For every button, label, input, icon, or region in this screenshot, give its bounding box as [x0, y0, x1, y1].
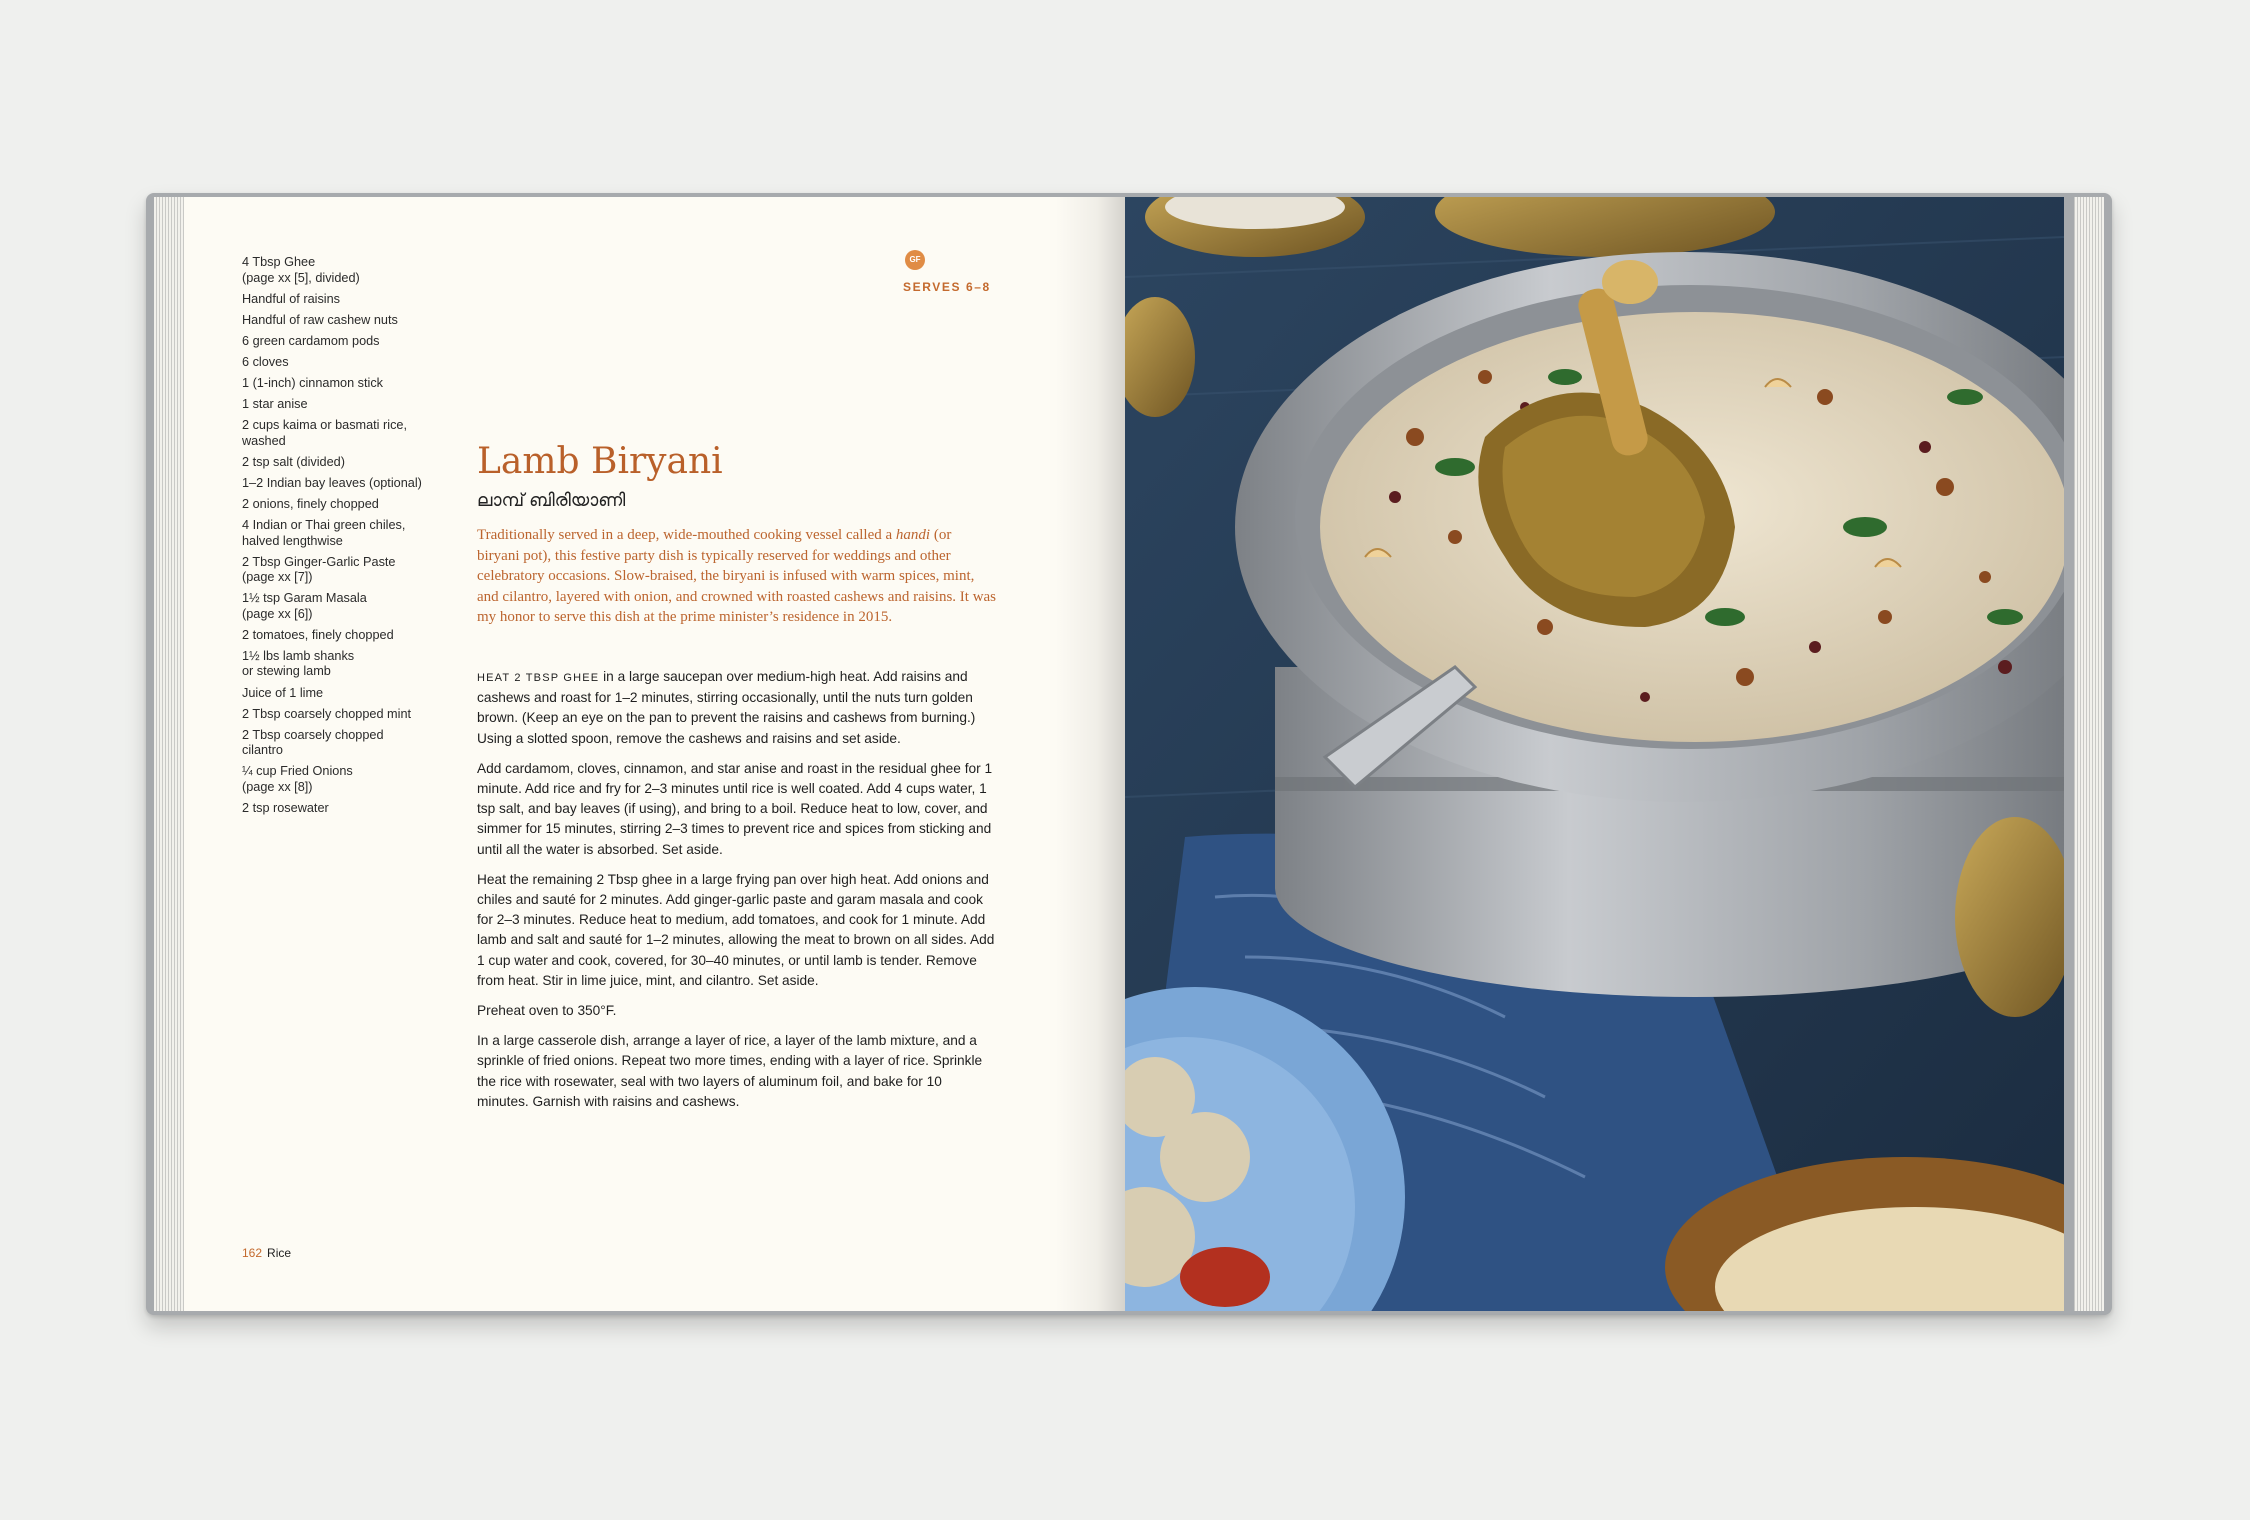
intro-text: Traditionally served in a deep, wide-mouthed cooking vessel called a	[477, 527, 896, 543]
recipe-intro	[477, 525, 997, 628]
ingredient-item: 1 (1-inch) cinnamon stick	[242, 375, 384, 390]
method-step	[477, 667, 997, 749]
step-text: in a large saucepan over medium-high heat. Add raisins and cashews and roast for 1–2 minutes, stirring occasionally, until the nuts turn golden brown. (Keep an eye on the pan to prevent the raisins and cashews from burning.) Using a slotted spoon, remove the cashews and raisins and set aside.	[477, 669, 976, 746]
ingredient-item: 4 Indian or Thai green chiles, halved lengthwise	[242, 518, 406, 548]
lamb-biryani-photo-icon	[1125, 197, 2064, 1311]
serves-label: SERVES 6–8	[903, 280, 991, 294]
intro-text-continued: (or biryani pot), this festive party dish is typically reserved for weddings and other celebratory occasions. Slow-braised, the biryani is infused with warm spices, mint, and cilantro, layered with onion, and crowned with roasted cashews and raisins. It was my honor to serve this dish at the prime minister’s residence in 2015.	[477, 527, 997, 626]
ingredient-item: 2 tsp rosewater	[242, 800, 329, 815]
ingredient-list	[242, 255, 442, 822]
ingredient-item: 6 green cardamom pods	[242, 333, 380, 348]
ingredient-item: Handful of raisins	[242, 291, 341, 306]
right-page-edges	[2074, 197, 2104, 1311]
ingredient-item: 4 Tbsp Ghee (page xx [5], divided)	[242, 255, 360, 285]
section-name: Rice	[267, 1246, 292, 1260]
ingredient-item: 6 cloves	[242, 354, 289, 369]
intro-emphasis: handi	[895, 527, 931, 543]
ingredient-item: 2 cups kaima or basmati rice, washed	[242, 418, 407, 448]
ingredient-item: 1–2 Indian bay leaves (optional)	[242, 475, 422, 490]
ingredient-item: 2 Tbsp coarsely chopped mint	[242, 706, 412, 721]
step-lead-in: HEAT 2 TBSP GHEE	[477, 672, 600, 684]
ingredient-item: 2 tomatoes, finely chopped	[242, 627, 394, 642]
ingredient-item: Handful of raw cashew nuts	[242, 312, 398, 327]
ingredient-item: Juice of 1 lime	[242, 685, 324, 700]
method-step: In a large casserole dish, arrange a layer of rice, a layer of the lamb mixture, and a sprinkle of fried onions. Repeat two more times, ending with a layer of rice. Sprinkle the rice with rosewater, seal with two layers of aluminum foil, and bake for 10 minutes. Garnish with raisins and cashews.	[477, 1033, 983, 1109]
ingredient-item: 1½ lbs lamb shanks or stewing lamb	[242, 648, 355, 679]
recipe-subtitle-malayalam: ലാമ്പ് ബിരിയാണി	[477, 490, 626, 510]
gluten-free-badge: GF	[905, 250, 925, 270]
ingredient-item: 2 onions, finely chopped	[242, 496, 379, 511]
method-step: Preheat oven to 350°F.	[477, 1003, 617, 1019]
left-page-edges	[154, 197, 184, 1311]
method-step: Add cardamom, cloves, cinnamon, and star anise and roast in the residual ghee for 1 minute. Add rice and fry for 2–3 minutes until rice is well coated. Add 4 cups water, 1 tsp salt, and bay leaves (if using), and bring to a boil. Reduce heat to low, cover, and simmer for 15 minutes, stirring 2–3 times to prevent rice and spices from sticking and until all the water is absorbed. Set aside.	[477, 760, 993, 857]
page-number: 162	[242, 1246, 263, 1260]
method-step: Heat the remaining 2 Tbsp ghee in a large frying pan over high heat. Add onions and chiles and sauté for 2 minutes. Add ginger-garlic paste and garam masala and cook for 2–3 minutes. Reduce heat to medium, add tomatoes, and cook for 1 minute. Add lamb and salt and sauté for 1–2 minutes, allowing the meat to brown on all sides. Add 1 cup water and cook, covered, for 30–40 minutes, or until lamb is tender. Remove from heat. Stir in lime juice, mint, and cilantro. Set aside.	[477, 871, 995, 988]
ingredient-item: 2 Tbsp Ginger-Garlic Paste (page xx [7])	[242, 554, 396, 585]
ingredient-item: ¼ cup Fried Onions (page xx [8])	[242, 764, 353, 794]
recipe-method	[477, 667, 997, 1122]
page-folio	[242, 1246, 291, 1260]
ingredient-item: 2 tsp salt (divided)	[242, 454, 345, 469]
ingredient-item: 2 Tbsp coarsely chopped cilantro	[242, 727, 384, 758]
gutter-shadow	[1055, 197, 1125, 1311]
open-book	[146, 193, 2112, 1315]
ingredient-item: 1½ tsp Garam Masala (page xx [6])	[242, 591, 367, 621]
left-page	[184, 197, 1125, 1311]
recipe-title: Lamb Biryani	[477, 441, 723, 482]
ingredient-item: 1 star anise	[242, 397, 308, 412]
recipe-photo	[1125, 197, 2064, 1311]
